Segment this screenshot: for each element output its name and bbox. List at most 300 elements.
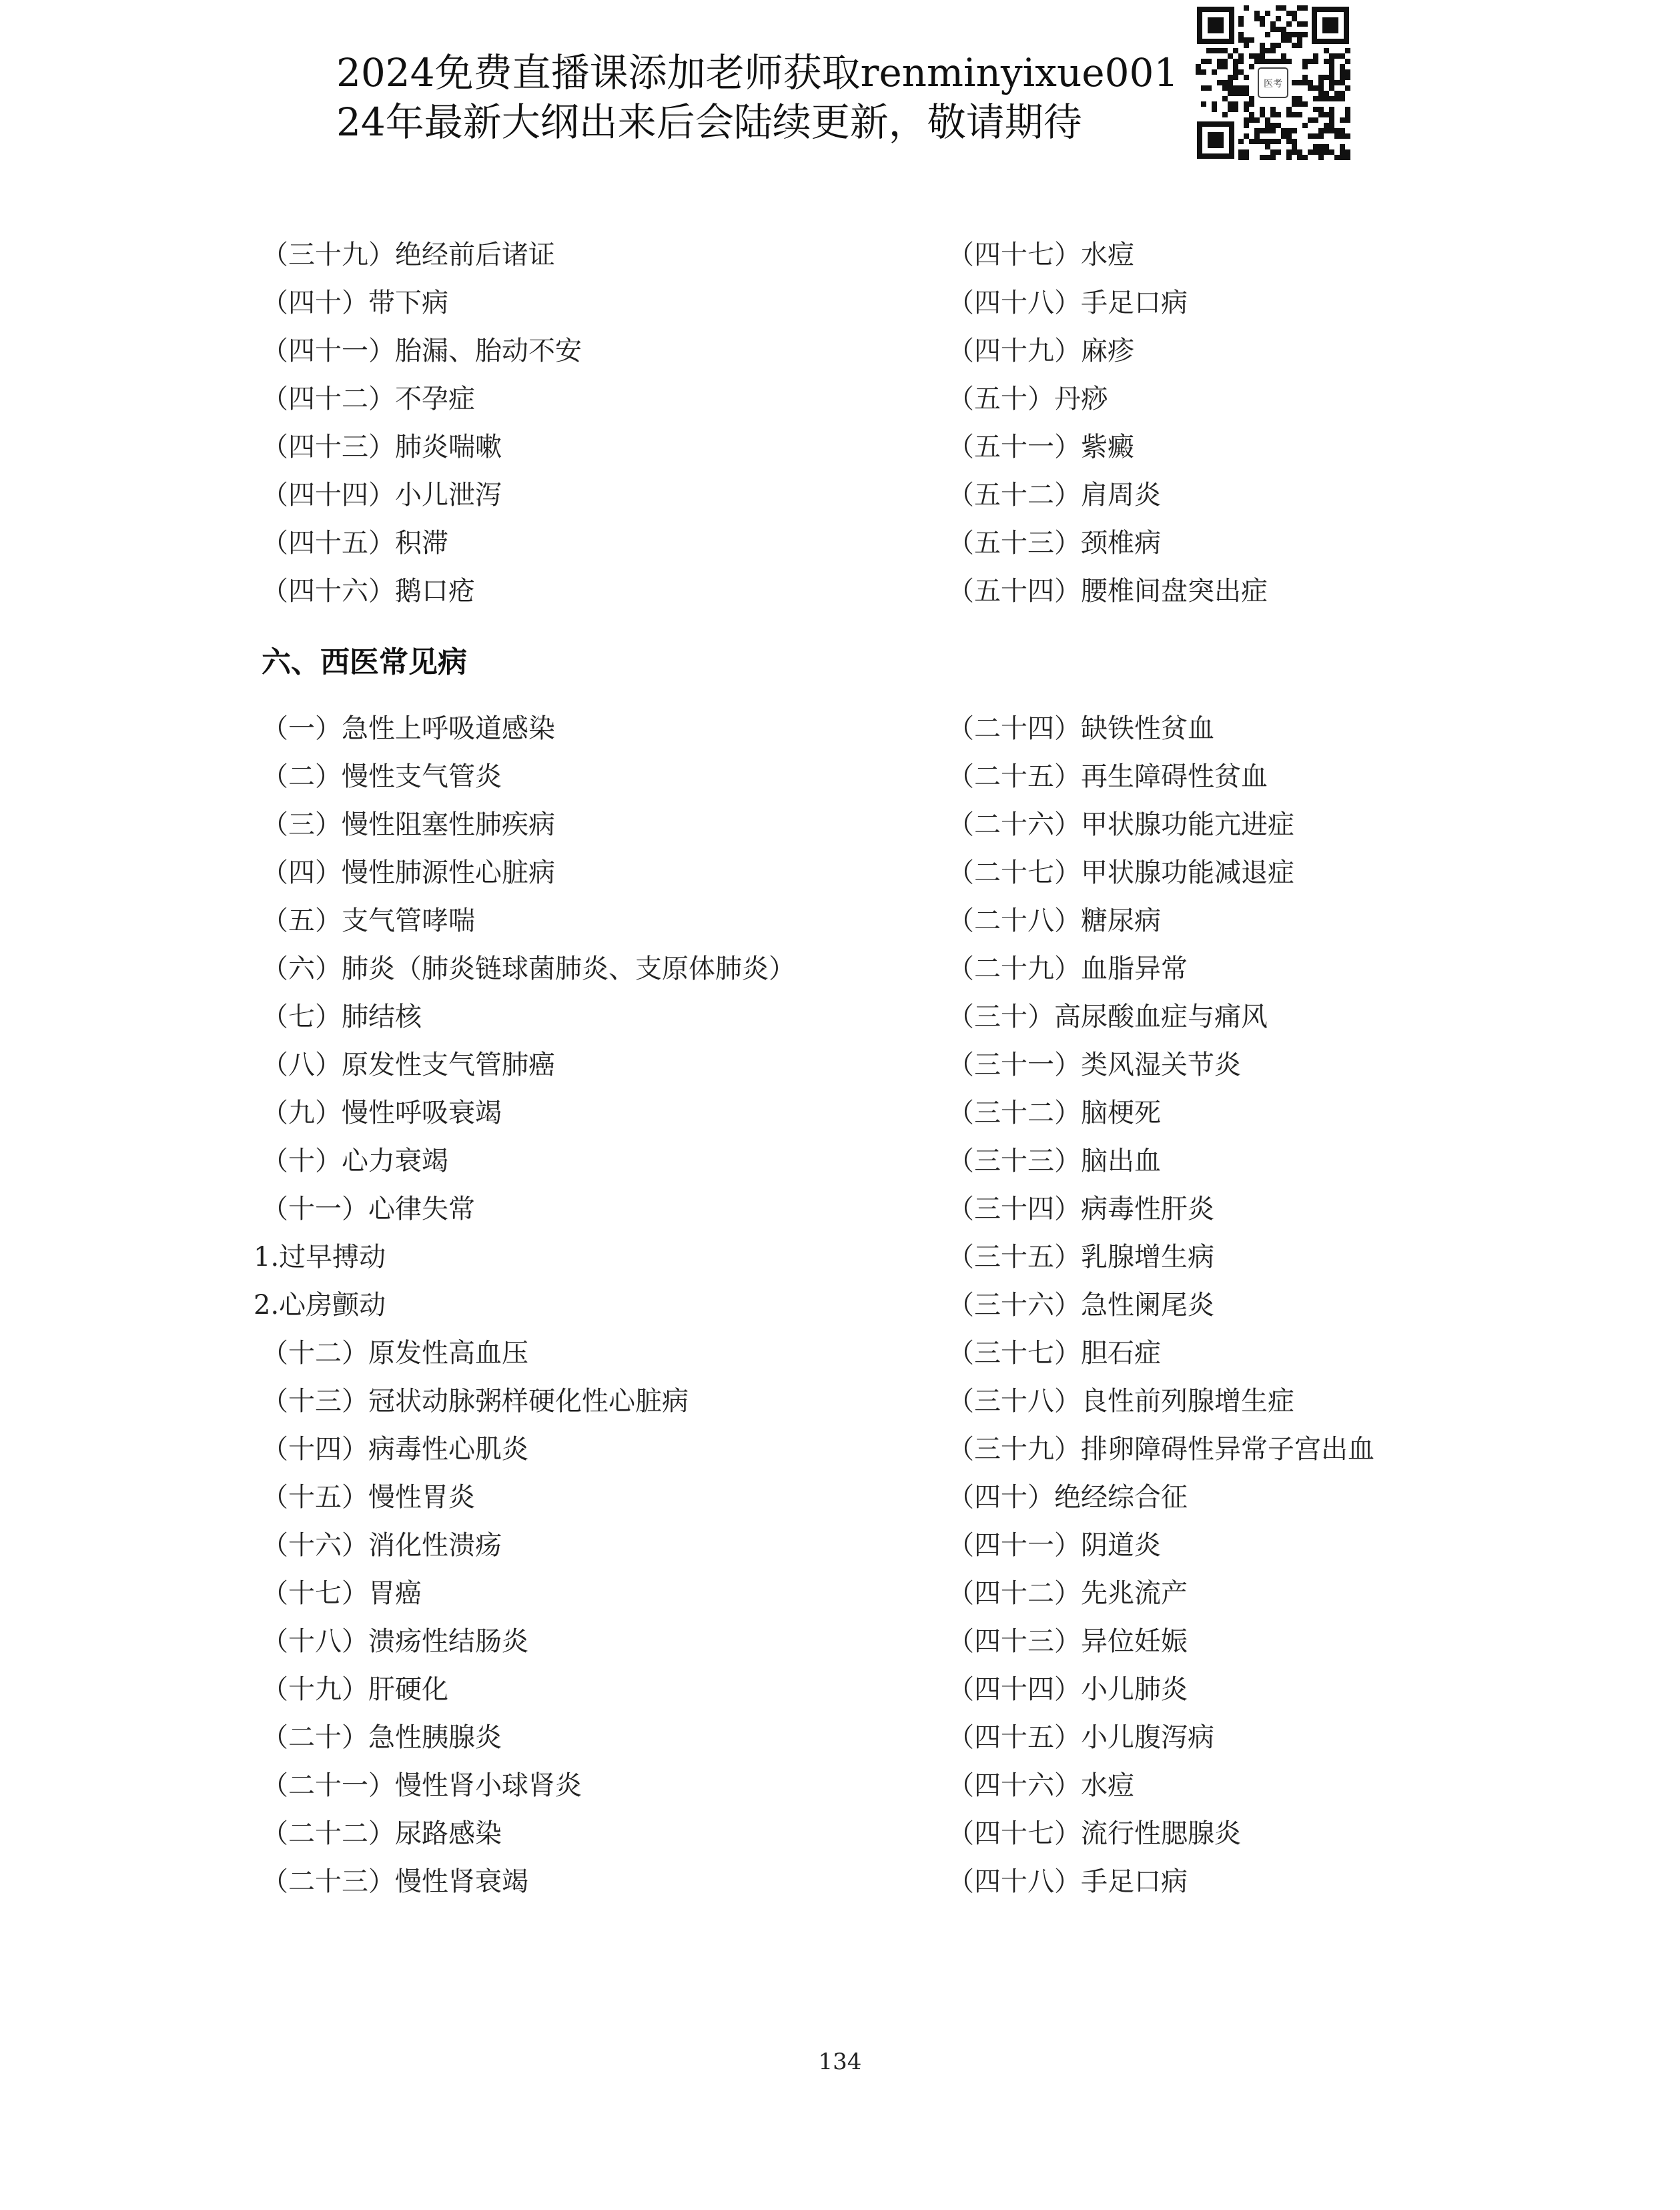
qr-module — [1324, 75, 1329, 80]
list-item: （二）慢性支气管炎 — [262, 761, 502, 792]
qr-module — [1260, 16, 1265, 21]
qr-module — [1281, 128, 1286, 133]
list-item: （三十六）急性阑尾炎 — [947, 1290, 1214, 1321]
list-item: （二十九）血脂异常 — [947, 954, 1188, 984]
qr-module — [1340, 75, 1345, 80]
qr-module — [1233, 59, 1238, 64]
qr-module — [1233, 85, 1238, 91]
qr-module — [1260, 53, 1265, 59]
qr-module — [1244, 85, 1249, 91]
qr-module — [1318, 155, 1324, 160]
page-header — [336, 48, 1190, 147]
list-item: （四十五）积滞 — [262, 528, 448, 559]
page-number: 134 — [818, 2049, 862, 2075]
qr-module — [1313, 133, 1318, 139]
qr-module — [1270, 128, 1276, 133]
qr-module — [1212, 69, 1217, 75]
list-item: （六）肺炎（肺炎链球菌肺炎、支原体肺炎） — [262, 954, 795, 984]
qr-module — [1318, 85, 1324, 91]
list-item: （三）慢性阻塞性肺疾病 — [262, 809, 555, 840]
qr-module — [1308, 59, 1313, 64]
qr-module — [1276, 112, 1281, 117]
qr-module — [1217, 48, 1222, 53]
qr-module — [1340, 133, 1345, 139]
qr-module — [1297, 80, 1302, 85]
qr-module — [1308, 117, 1313, 123]
qr-module — [1254, 139, 1260, 144]
list-item: （四十二）不孕症 — [262, 384, 475, 414]
qr-module — [1270, 43, 1276, 48]
qr-module — [1233, 69, 1238, 75]
qr-module — [1324, 128, 1329, 133]
section6-left-column — [254, 705, 795, 1906]
qr-module — [1292, 144, 1297, 149]
list-item: （四十五）小儿腹泻病 — [947, 1722, 1214, 1753]
qr-module — [1334, 128, 1340, 133]
qr-module — [1212, 48, 1217, 53]
qr-module — [1292, 80, 1297, 85]
qr-module — [1238, 53, 1244, 59]
qr-module — [1196, 64, 1201, 69]
list-item: （五）支气管哮喘 — [262, 905, 475, 936]
qr-module — [1233, 48, 1238, 53]
qr-module — [1324, 112, 1329, 117]
qr-module — [1292, 16, 1297, 21]
list-item: （四十）绝经综合征 — [947, 1482, 1188, 1513]
qr-module — [1329, 80, 1334, 85]
list-item: （二十一）慢性肾小球肾炎 — [262, 1770, 582, 1801]
qr-module — [1297, 5, 1302, 11]
qr-module — [1270, 112, 1276, 117]
qr-module — [1318, 149, 1324, 155]
qr-module — [1292, 112, 1297, 117]
list-item: （三十九）排卵障碍性异常子宫出血 — [947, 1434, 1374, 1465]
list-item: （二十二）尿路感染 — [262, 1818, 502, 1849]
qr-module — [1222, 64, 1228, 69]
qr-finder-top-right — [1312, 7, 1349, 44]
qr-module — [1254, 117, 1260, 123]
qr-module — [1212, 101, 1217, 107]
qr-module — [1286, 37, 1292, 43]
qr-module — [1228, 91, 1233, 96]
list-item: （三十二）脑梗死 — [947, 1098, 1161, 1128]
qr-module — [1222, 59, 1228, 64]
list-item: （十七）胃癌 — [262, 1578, 422, 1609]
section5-left-column — [262, 231, 582, 615]
qr-module — [1270, 48, 1276, 53]
qr-module — [1324, 91, 1329, 96]
qr-module — [1286, 11, 1292, 16]
qr-module — [1313, 59, 1318, 64]
qr-module — [1281, 59, 1286, 64]
qr-module — [1318, 75, 1324, 80]
list-item: （三十四）病毒性肝炎 — [947, 1194, 1214, 1224]
qr-module — [1222, 85, 1228, 91]
qr-module — [1244, 107, 1249, 112]
qr-module — [1286, 32, 1292, 37]
qr-module — [1233, 101, 1238, 107]
qr-module — [1318, 133, 1324, 139]
list-item: （十二）原发性高血压 — [262, 1338, 528, 1369]
qr-module — [1286, 155, 1292, 160]
qr-module — [1260, 43, 1265, 48]
qr-module — [1201, 59, 1206, 64]
qr-module — [1302, 32, 1308, 37]
qr-module — [1260, 155, 1265, 160]
list-item: 2.心房颤动 — [254, 1290, 386, 1321]
qr-module — [1302, 64, 1308, 69]
list-item: （三十五）乳腺增生病 — [947, 1242, 1214, 1272]
qr-module — [1313, 96, 1318, 101]
list-item: （十三）冠状动脉粥样硬化性心脏病 — [262, 1386, 689, 1417]
qr-module — [1233, 64, 1238, 69]
qr-module — [1340, 117, 1345, 123]
qr-module — [1228, 107, 1233, 112]
qr-module — [1270, 27, 1276, 32]
qr-module — [1302, 155, 1308, 160]
qr-module — [1276, 59, 1281, 64]
qr-module — [1329, 59, 1334, 64]
qr-module — [1345, 69, 1350, 75]
qr-module — [1334, 133, 1340, 139]
list-item: （八）原发性支气管肺癌 — [262, 1050, 555, 1080]
qr-module — [1244, 117, 1249, 123]
qr-module — [1228, 75, 1233, 80]
qr-module — [1265, 128, 1270, 133]
list-item: （四十四）小儿肺炎 — [947, 1674, 1188, 1705]
qr-module — [1217, 64, 1222, 69]
qr-module — [1313, 144, 1318, 149]
qr-module — [1286, 139, 1292, 144]
qr-module — [1302, 101, 1308, 107]
qr-module — [1340, 128, 1345, 133]
qr-module — [1281, 27, 1286, 32]
qr-module — [1340, 53, 1345, 59]
header-line-2: 24年最新大纲出来后会陆续更新，敬请期待 — [336, 99, 1082, 145]
qr-module — [1265, 139, 1270, 144]
qr-module — [1270, 155, 1276, 160]
qr-module — [1313, 149, 1318, 155]
qr-center-logo: 医考 — [1264, 79, 1282, 89]
qr-module — [1313, 117, 1318, 123]
qr-finder-bottom-left — [1197, 121, 1234, 159]
qr-module — [1238, 21, 1244, 27]
qr-module — [1222, 80, 1228, 85]
qr-module — [1340, 155, 1345, 160]
qr-module — [1318, 144, 1324, 149]
list-item: （四十一）胎漏、胎动不安 — [262, 336, 582, 366]
qr-module — [1206, 85, 1212, 91]
qr-module — [1222, 48, 1228, 53]
qr-module — [1292, 11, 1297, 16]
qr-module — [1270, 107, 1276, 112]
qr-module — [1334, 53, 1340, 59]
qr-module — [1212, 107, 1217, 112]
qr-module — [1334, 155, 1340, 160]
qr-code — [1194, 4, 1352, 161]
list-item: （二十四）缺铁性贫血 — [947, 713, 1214, 744]
qr-module — [1206, 48, 1212, 53]
list-item: （二十八）糖尿病 — [947, 905, 1161, 936]
qr-module — [1238, 85, 1244, 91]
qr-module — [1260, 48, 1265, 53]
qr-module — [1265, 144, 1270, 149]
list-item: （四十六）鹅口疮 — [262, 576, 475, 607]
qr-module — [1334, 91, 1340, 96]
qr-module — [1233, 75, 1238, 80]
list-item: （五十四）腰椎间盘突出症 — [947, 576, 1268, 607]
qr-module — [1297, 112, 1302, 117]
list-item: （四十八）手足口病 — [947, 288, 1188, 318]
qr-module — [1324, 149, 1329, 155]
qr-module — [1244, 5, 1249, 11]
qr-module — [1324, 59, 1329, 64]
qr-module — [1217, 80, 1222, 85]
qr-module — [1329, 69, 1334, 75]
qr-module — [1270, 123, 1276, 128]
qr-module — [1228, 101, 1233, 107]
qr-module — [1286, 133, 1292, 139]
qr-module — [1249, 139, 1254, 144]
qr-module — [1222, 96, 1228, 101]
qr-module — [1260, 112, 1265, 117]
qr-module — [1238, 155, 1244, 160]
qr-module — [1302, 5, 1308, 11]
qr-module — [1297, 43, 1302, 48]
list-item: 1.过早搏动 — [254, 1242, 386, 1272]
qr-module — [1324, 96, 1329, 101]
qr-module — [1345, 133, 1350, 139]
list-item: （四十八）手足口病 — [947, 1866, 1188, 1897]
qr-module — [1249, 112, 1254, 117]
qr-module — [1238, 149, 1244, 155]
qr-module — [1297, 21, 1302, 27]
qr-module — [1217, 59, 1222, 64]
qr-module — [1302, 21, 1308, 27]
qr-module — [1292, 128, 1297, 133]
qr-module — [1201, 101, 1206, 107]
qr-module — [1345, 75, 1350, 80]
qr-module — [1345, 149, 1350, 155]
qr-module — [1340, 149, 1345, 155]
qr-module — [1340, 64, 1345, 69]
qr-module — [1244, 155, 1249, 160]
qr-module — [1340, 80, 1345, 85]
qr-module — [1228, 53, 1233, 59]
list-item: （三十九）绝经前后诸证 — [262, 240, 555, 270]
qr-module — [1292, 149, 1297, 155]
list-item: （七）肺结核 — [262, 1002, 422, 1032]
qr-module — [1228, 85, 1233, 91]
qr-module — [1249, 37, 1254, 43]
qr-module — [1196, 69, 1201, 75]
qr-module — [1254, 11, 1260, 16]
qr-module — [1286, 59, 1292, 64]
qr-module — [1297, 101, 1302, 107]
qr-module — [1265, 155, 1270, 160]
qr-module — [1340, 144, 1345, 149]
qr-module — [1238, 32, 1244, 37]
qr-module — [1318, 128, 1324, 133]
qr-module — [1260, 139, 1265, 144]
qr-module — [1265, 48, 1270, 53]
qr-module — [1238, 37, 1244, 43]
qr-module — [1254, 133, 1260, 139]
qr-module — [1318, 91, 1324, 96]
list-item: （十一）心律失常 — [262, 1194, 475, 1224]
qr-module — [1345, 117, 1350, 123]
qr-module — [1254, 128, 1260, 133]
qr-module — [1254, 53, 1260, 59]
qr-module — [1297, 96, 1302, 101]
list-item: （三十七）胆石症 — [947, 1338, 1161, 1369]
qr-module — [1308, 133, 1313, 139]
list-item: （十四）病毒性心肌炎 — [262, 1434, 528, 1465]
qr-module — [1244, 133, 1249, 139]
qr-module — [1238, 69, 1244, 75]
qr-module — [1238, 16, 1244, 21]
list-item: （四十六）水痘 — [947, 1770, 1134, 1801]
qr-module — [1201, 69, 1206, 75]
qr-module — [1345, 107, 1350, 112]
list-item: （四十七）流行性腮腺炎 — [947, 1818, 1241, 1849]
qr-module — [1345, 48, 1350, 53]
qr-module — [1329, 96, 1334, 101]
qr-module — [1324, 123, 1329, 128]
qr-module — [1281, 37, 1286, 43]
qr-module — [1313, 107, 1318, 112]
list-item: （五十二）肩周炎 — [947, 480, 1161, 510]
qr-module — [1254, 16, 1260, 21]
qr-module — [1329, 112, 1334, 117]
list-item: （四十）带下病 — [262, 288, 448, 318]
qr-module — [1292, 96, 1297, 101]
qr-module — [1249, 117, 1254, 123]
list-item: （三十）高尿酸血症与痛风 — [947, 1002, 1268, 1032]
qr-module — [1276, 43, 1281, 48]
list-item: （二十五）再生障碍性贫血 — [947, 761, 1268, 792]
qr-module — [1281, 32, 1286, 37]
list-item: （四）慢性肺源性心脏病 — [262, 857, 555, 888]
list-item: （二十七）甲状腺功能减退症 — [947, 857, 1294, 888]
qr-module — [1276, 5, 1281, 11]
list-item: （十九）肝硬化 — [262, 1674, 448, 1705]
list-item: （十五）慢性胃炎 — [262, 1482, 475, 1513]
qr-module — [1276, 16, 1281, 21]
qr-module — [1286, 112, 1292, 117]
qr-module — [1302, 59, 1308, 64]
qr-module — [1334, 96, 1340, 101]
qr-module — [1302, 80, 1308, 85]
qr-module — [1260, 21, 1265, 27]
qr-module — [1281, 5, 1286, 11]
qr-module — [1249, 96, 1254, 101]
list-item: （五十）丹痧 — [947, 384, 1108, 414]
qr-module — [1292, 139, 1297, 144]
list-item: （四十四）小儿泄泻 — [262, 480, 502, 510]
qr-module — [1334, 80, 1340, 85]
header-line-1: 2024免费直播课添加老师获取renminyixue001 — [336, 50, 1179, 95]
qr-module — [1318, 107, 1324, 112]
qr-module — [1286, 21, 1292, 27]
qr-module — [1340, 96, 1345, 101]
qr-module — [1260, 128, 1265, 133]
list-item: （四十三）肺炎喘嗽 — [262, 432, 502, 462]
qr-module — [1329, 64, 1334, 69]
qr-module — [1329, 117, 1334, 123]
qr-module — [1281, 53, 1286, 59]
qr-module — [1286, 149, 1292, 155]
qr-module — [1286, 128, 1292, 133]
qr-module — [1281, 133, 1286, 139]
qr-module — [1244, 149, 1249, 155]
qr-module — [1292, 43, 1297, 48]
qr-module — [1276, 27, 1281, 32]
qr-module — [1254, 59, 1260, 64]
section6-right-column — [947, 705, 1374, 1906]
section5-right-column — [947, 231, 1268, 615]
qr-module — [1297, 155, 1302, 160]
list-item: （三十一）类风湿关节炎 — [947, 1050, 1241, 1080]
qr-module — [1329, 75, 1334, 80]
qr-module — [1265, 59, 1270, 64]
list-item: （四十九）麻疹 — [947, 336, 1134, 366]
qr-finder-top-left — [1197, 7, 1234, 44]
qr-module — [1270, 21, 1276, 27]
list-item: （五十一）紫癜 — [947, 432, 1134, 462]
qr-module — [1244, 101, 1249, 107]
list-item: （二十三）慢性肾衰竭 — [262, 1866, 528, 1897]
list-item: （四十一）阴道炎 — [947, 1530, 1161, 1561]
qr-module — [1201, 85, 1206, 91]
qr-module — [1238, 139, 1244, 144]
qr-module — [1297, 149, 1302, 155]
qr-module — [1276, 139, 1281, 144]
qr-module — [1244, 43, 1249, 48]
qr-module — [1324, 144, 1329, 149]
qr-module — [1329, 128, 1334, 133]
qr-module — [1265, 117, 1270, 123]
qr-module — [1345, 155, 1350, 160]
qr-module — [1302, 123, 1308, 128]
qr-module — [1308, 85, 1313, 91]
qr-module — [1265, 11, 1270, 16]
qr-module — [1292, 101, 1297, 107]
qr-module — [1329, 123, 1334, 128]
qr-module — [1238, 91, 1244, 96]
qr-module — [1345, 85, 1350, 91]
qr-module — [1340, 69, 1345, 75]
qr-module — [1340, 91, 1345, 96]
qr-module — [1244, 91, 1249, 96]
qr-module — [1308, 149, 1313, 155]
qr-module — [1308, 80, 1313, 85]
qr-module — [1318, 80, 1324, 85]
qr-module — [1297, 32, 1302, 37]
list-item: （一）急性上呼吸道感染 — [262, 713, 555, 744]
qr-module — [1345, 112, 1350, 117]
qr-module — [1329, 53, 1334, 59]
list-item: （十）心力衰竭 — [262, 1146, 448, 1176]
list-item: （十六）消化性溃疡 — [262, 1530, 502, 1561]
qr-module — [1329, 107, 1334, 112]
qr-module — [1313, 85, 1318, 91]
qr-module — [1286, 107, 1292, 112]
list-item: （九）慢性呼吸衰竭 — [262, 1098, 502, 1128]
list-item: （二十）急性胰腺炎 — [262, 1722, 502, 1753]
qr-module — [1233, 91, 1238, 96]
qr-module — [1270, 139, 1276, 144]
